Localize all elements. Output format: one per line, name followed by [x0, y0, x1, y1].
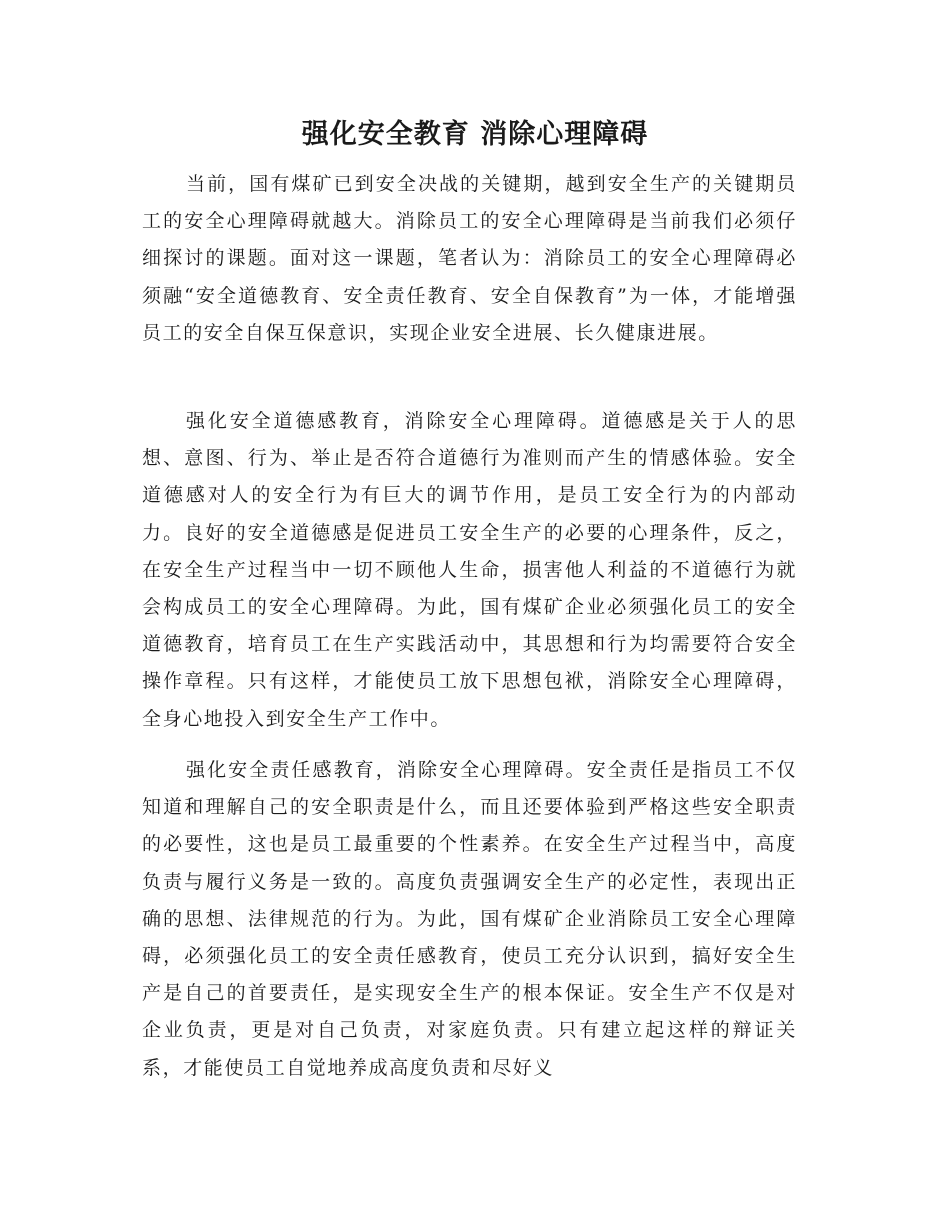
- paragraph-safety-responsibility: 强化安全责任感教育，消除安全心理障碍。安全责任是指员工不仅知道和理解自己的安全职责是什么，而且还要体验到严格这些安全职责的必要性，这也是员工最重要的个性素养。在安全生产过程当中，高度负责与履行义务是一致的。高度负责强调安全生产的必定性，表现出正确的思想、法律规范的行为。为此，国有煤矿企业消除员工安全心理障碍，必须强化员工的安全责任感教育，使员工充分认识到，搞好安全生产是自己的首要责任，是实现安全生产的根本保证。安全生产不仅是对企业负责，更是对自己负责，对家庭负责。只有建立起这样的辩证关系，才能使员工自觉地养成高度负责和尽好义: [142, 759, 797, 1079]
- document-title: 强化安全教育 消除心理障碍: [301, 119, 649, 150]
- paragraph-intro: 当前，国有煤矿已到安全决战的关键期，越到安全生产的关键期员工的安全心理障碍就越大。消除员工的安全心理障碍是当前我们必须仔细探讨的课题。面对这一课题，笔者认为：消除员工的安全心理障碍必须融“安全道德教育、安全责任教育、安全自保教育”为一体，才能增强员工的安全自保互保意识，实现企业安全进展、长久健康进展。: [142, 173, 797, 344]
- paragraph-safety-morality: 强化安全道德感教育，消除安全心理障碍。道德感是关于人的思想、意图、行为、举止是否符合道德行为准则而产生的情感体验。安全道德感对人的安全行为有巨大的调节作用，是员工安全行为的内部动力。良好的安全道德感是促进员工安全生产的必要的心理条件，反之，在安全生产过程当中一切不顾他人生命，损害他人利益的不道德行为就会构成员工的安全心理障碍。为此，国有煤矿企业必须强化员工的安全道德教育，培育员工在生产实践活动中，其思想和行为均需要符合安全操作章程。只有这样，才能使员工放下思想包袱，消除安全心理障碍，全身心地投入到安全生产工作中。: [142, 410, 797, 730]
